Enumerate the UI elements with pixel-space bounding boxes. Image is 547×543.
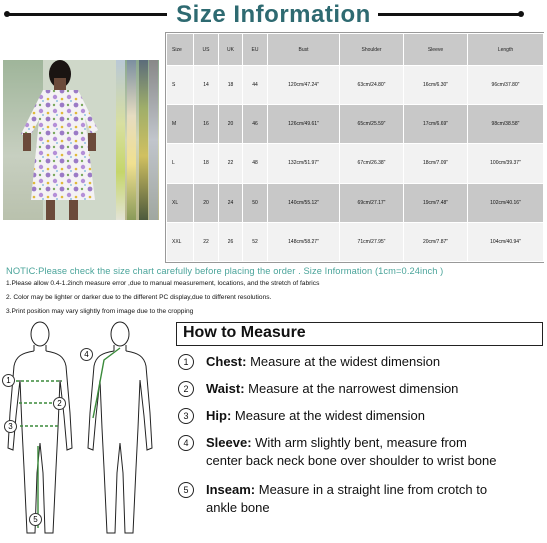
- col-header-sleeve: Sleeve: [404, 34, 468, 66]
- figure-marker-2: [53, 397, 66, 410]
- table-row: [167, 222, 544, 261]
- figure-marker-label: 5: [33, 515, 38, 524]
- cell-sleeve: 17cm/6.69": [404, 105, 468, 144]
- cell-us: 14: [194, 66, 219, 105]
- measure-item-chest: [178, 353, 543, 371]
- item-term: Inseam:: [206, 482, 256, 497]
- cell-size: L: [167, 144, 194, 183]
- cell-uk: 22: [219, 144, 243, 183]
- note-2: 2. Color may be lighter or darker due to the different PC display,due to different resolutions.: [6, 294, 272, 301]
- how-to-measure-title: How to Measure: [183, 324, 306, 341]
- cell-length: 96cm/37.80": [468, 66, 544, 105]
- cell-uk: 18: [219, 66, 243, 105]
- notice-text: NOTIC:Please check the size chart carefully before placing the order . Size Information (1cm=0.24inch ): [6, 266, 444, 276]
- title-rule-dot-right: [518, 11, 524, 17]
- cell-size: XXL: [167, 222, 194, 261]
- cell-shoulder: 65cm/25.59": [340, 105, 404, 144]
- item-number: 4: [178, 435, 194, 451]
- cell-shoulder: 69cm/27.17": [340, 183, 404, 222]
- col-header-eu: EU: [243, 34, 268, 66]
- cell-shoulder: 67cm/26.38": [340, 144, 404, 183]
- figure-marker-label: 3: [8, 422, 13, 431]
- cell-uk: 24: [219, 183, 243, 222]
- cell-us: 22: [194, 222, 219, 261]
- cell-size: S: [167, 66, 194, 105]
- cell-us: 20: [194, 183, 219, 222]
- item-number: 3: [178, 408, 194, 424]
- item-text: Measure in a straight line from crotch to: [255, 482, 488, 497]
- col-header-us: US: [194, 34, 219, 66]
- table-row: [167, 183, 544, 222]
- cell-shoulder: 71cm/27.95": [340, 222, 404, 261]
- figure-marker-label: 1: [6, 376, 11, 385]
- measure-item-sleeve: [178, 434, 543, 470]
- item-term: Hip:: [206, 408, 232, 423]
- cell-length: 100cm/39.37": [468, 144, 544, 183]
- cell-length: 102cm/40.16": [468, 183, 544, 222]
- dress-figure: [3, 60, 159, 220]
- note-1: 1.Please allow 0.4-1.2inch measure error ,due to manual measurement, locations, and the stretch of fabrics: [6, 280, 320, 287]
- item-text-continued: center back neck bone over shoulder to wrist bone: [206, 453, 497, 468]
- figure-marker-5: [29, 513, 42, 526]
- col-header-uk: UK: [219, 34, 243, 66]
- item-number: 1: [178, 354, 194, 370]
- figure-marker-4: [80, 348, 93, 361]
- measure-item-waist: [178, 380, 543, 398]
- page-title: Size Information: [176, 1, 371, 28]
- cell-bust: 120cm/47.24": [268, 66, 340, 105]
- col-header-bust: Bust: [268, 34, 340, 66]
- cell-sleeve: 18cm/7.09": [404, 144, 468, 183]
- item-text: With arm slightly bent, measure from: [251, 435, 467, 450]
- product-photo: [3, 60, 159, 220]
- cell-us: 16: [194, 105, 219, 144]
- table-header-row: [167, 34, 544, 66]
- figure-marker-label: 2: [57, 399, 62, 408]
- col-header-length: Length: [468, 34, 544, 66]
- cell-shoulder: 63cm/24.80": [340, 66, 404, 105]
- cell-bust: 126cm/49.61": [268, 105, 340, 144]
- size-table: [165, 32, 544, 263]
- cell-uk: 20: [219, 105, 243, 144]
- item-text: Measure at the narrowest dimension: [244, 381, 459, 396]
- note-3: 3.Print position may vary slightly from image due to the cropping: [6, 308, 194, 315]
- cell-size: M: [167, 105, 194, 144]
- table-row: [167, 144, 544, 183]
- cell-bust: 148cm/58.27": [268, 222, 340, 261]
- item-term: Sleeve:: [206, 435, 252, 450]
- measure-item-inseam: [178, 481, 543, 517]
- figure-marker-3: [4, 420, 17, 433]
- cell-size: XL: [167, 183, 194, 222]
- measure-item-hip: [178, 407, 543, 425]
- title-rule-right: [378, 13, 519, 16]
- cell-sleeve: 16cm/6.30": [404, 66, 468, 105]
- cell-length: 98cm/38.58": [468, 105, 544, 144]
- table-row: [167, 66, 544, 105]
- item-number: 5: [178, 482, 194, 498]
- figure-marker-1: [2, 374, 15, 387]
- cell-uk: 26: [219, 222, 243, 261]
- cell-us: 18: [194, 144, 219, 183]
- item-term: Waist:: [206, 381, 245, 396]
- cell-sleeve: 20cm/7.87": [404, 222, 468, 261]
- item-term: Chest:: [206, 354, 247, 369]
- table-row: [167, 105, 544, 144]
- col-header-size: Size: [167, 34, 194, 66]
- item-text-continued: ankle bone: [206, 500, 270, 515]
- cell-eu: 44: [243, 66, 268, 105]
- cell-bust: 140cm/55.12": [268, 183, 340, 222]
- cell-bust: 132cm/51.97": [268, 144, 340, 183]
- item-text: Measure at the widest dimension: [231, 408, 425, 423]
- cell-length: 104cm/40.94": [468, 222, 544, 261]
- body-figures: [0, 318, 170, 543]
- cell-eu: 52: [243, 222, 268, 261]
- item-number: 2: [178, 381, 194, 397]
- cell-eu: 46: [243, 105, 268, 144]
- cell-eu: 50: [243, 183, 268, 222]
- figure-marker-label: 4: [84, 350, 89, 359]
- cell-sleeve: 19cm/7.48": [404, 183, 468, 222]
- col-header-shoulder: Shoulder: [340, 34, 404, 66]
- cell-eu: 48: [243, 144, 268, 183]
- item-text: Measure at the widest dimension: [246, 354, 441, 369]
